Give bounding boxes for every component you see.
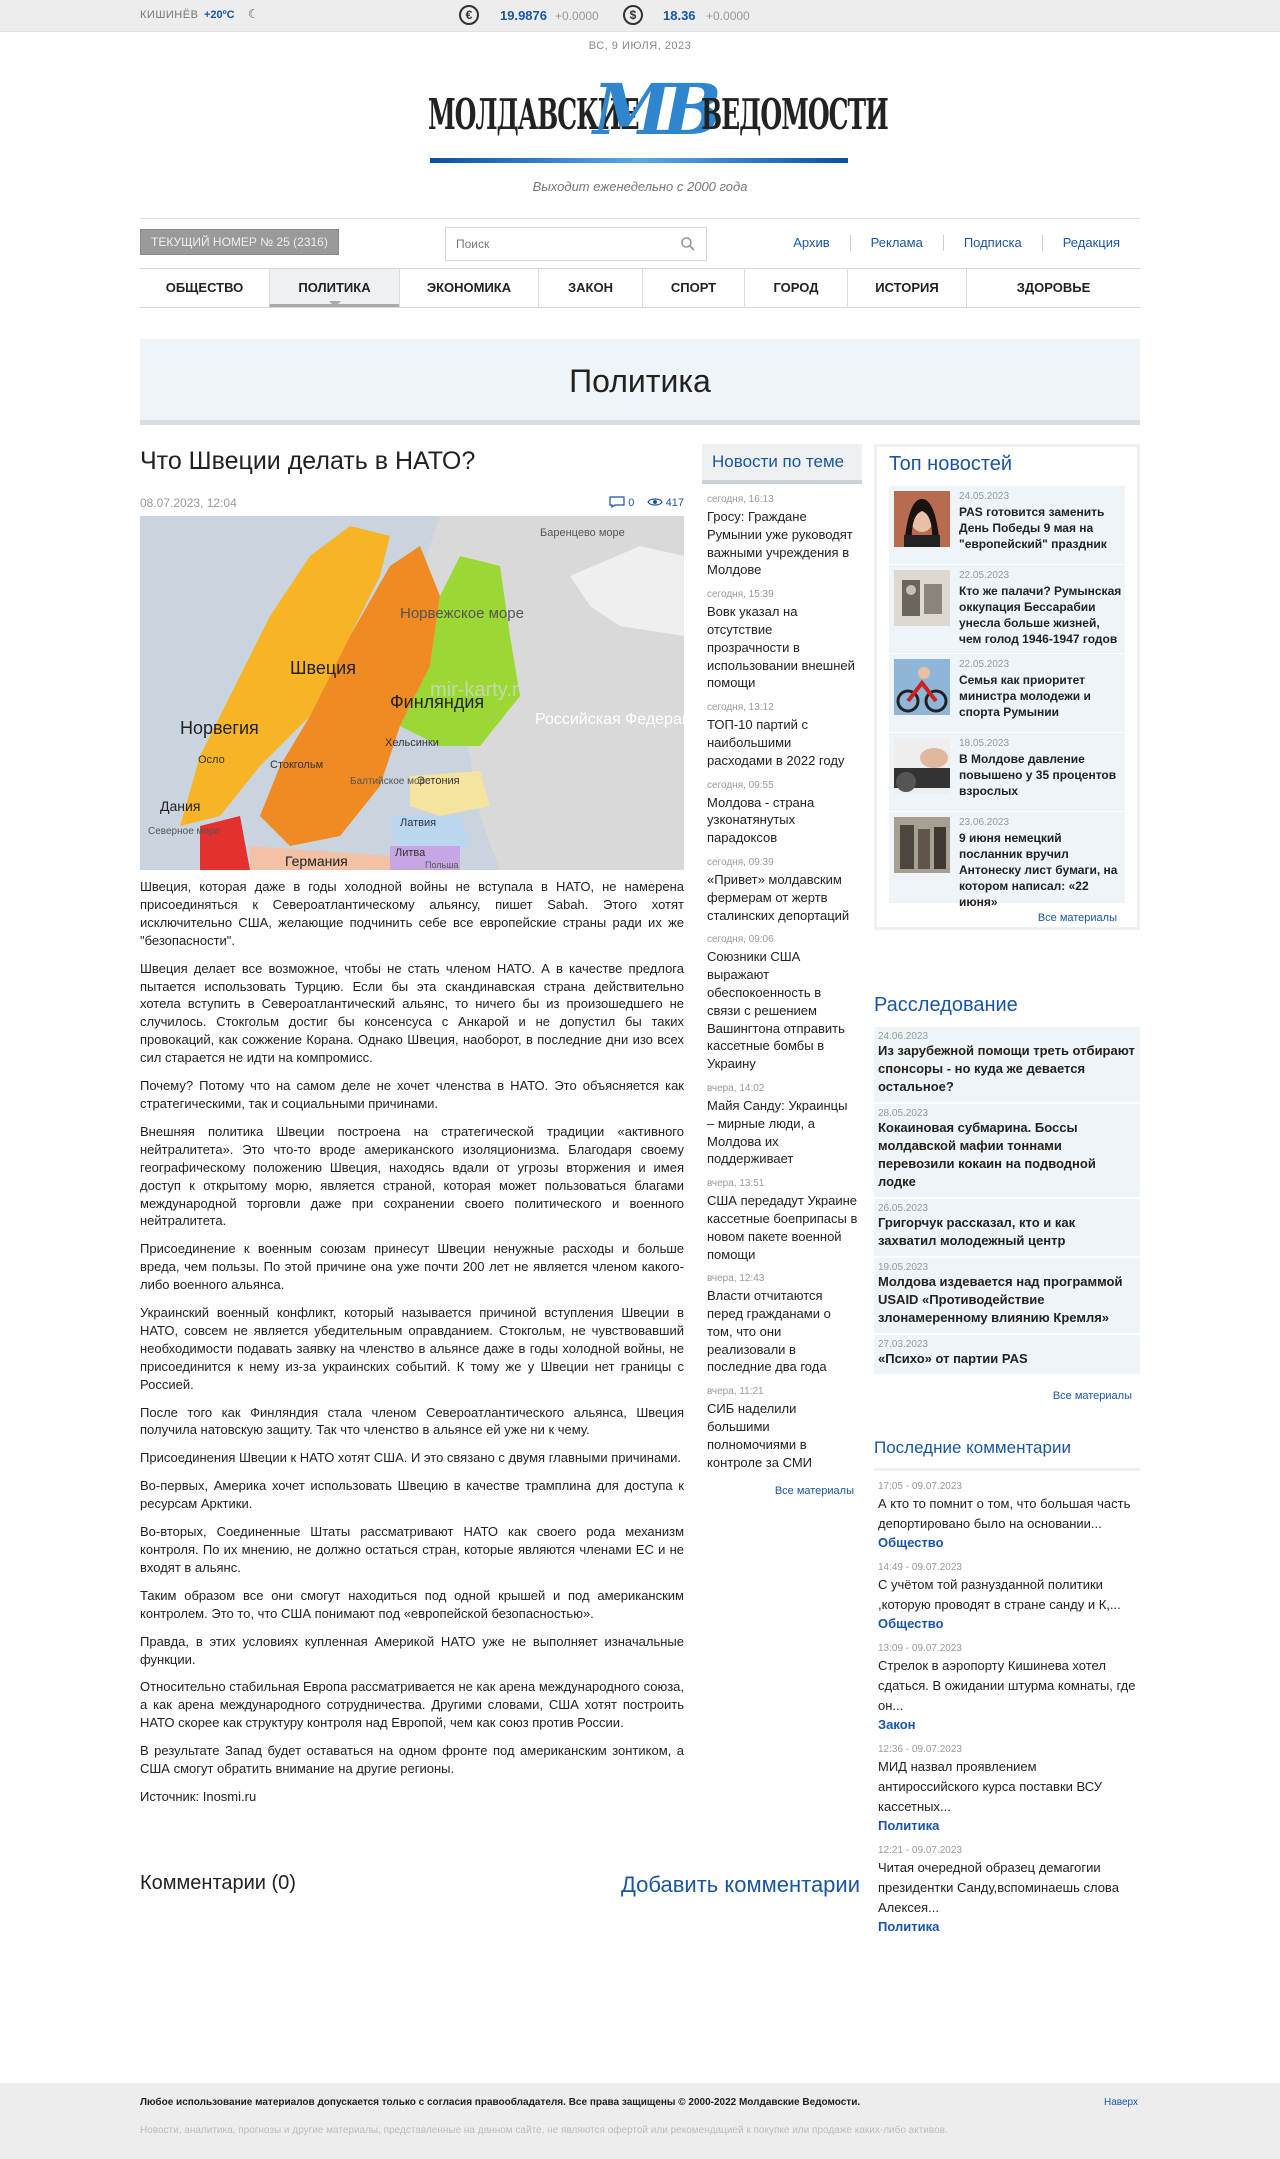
article-paragraph: Во-вторых, Соединенные Штаты рассматривают НАТО как своего рода механизм контроля. По их мнению, не должно остаться стран, которые являются членами ЕС и не входят в альянс. [140,1524,684,1575]
map-label-stockholm: Стокгольм [270,759,324,771]
article-paragraph: Присоединение к военным союзам принесут Швеции ненужные расходы и больше вреда, чем пользы. По этой причине она уже почти 200 лет не является членом какого-либо военного альянса. [140,1241,684,1293]
map-label-barents: Баренцево море [540,527,625,539]
comments-title: Комментарии (0) [140,1872,296,1894]
footer [0,2083,1280,2159]
article [140,444,709,1804]
related-item[interactable]: вчера, 13:51 США передадут Украине кассетные боеприпасы в новом пакете военной помощи [707,1178,858,1262]
article-paragraph: После того как Финляндия стала членом Североатлантического альянса, Швеция получила натовскую защиту. Так что членство в альянсе ей уже ни к чему. [140,1404,684,1438]
top-news-item[interactable]: 22.05.2023 Семья как приоритет министра молодежи и спорта Румынии [889,654,1125,733]
map-label-sweden: Швеция [290,658,356,678]
thumbnail-woman [894,491,950,547]
main-menu [140,268,1140,308]
investigation-item[interactable]: 28.05.2023 Кокаиновая субмарина. Боссы молдавской мафии тоннами перевозили кокаин на подводной лодке [874,1104,1140,1199]
map-label-helsinki: Хельсинки [385,737,439,749]
article-paragraph: Швеция, которая даже в годы холодной войны не вступала в НАТО, не намерена присоединяться к Североатлантическому альянсу, пишет Sabah. Этого хотят исключительно США, желающие подчинить себе все европейские страны ради их же "безопасности". [140,879,684,948]
map-label-finland: Финляндия [390,692,485,712]
logo-right-text: ВЕДОМОСТИ [701,90,888,140]
section-title: Политика [140,339,1140,425]
back-to-top-link[interactable]: Наверх [1104,2097,1138,2108]
footer-copyright: Любое использование материалов допускается только с согласия правообладателя. Все права защищены © 2000-2022 Молдавские Ведомости. [140,2097,861,2108]
investigation-block [874,994,1140,1402]
dollar-icon: $ [623,5,643,25]
top-news-item[interactable]: 18.05.2023 В Молдове давление повышено у 35 процентов взрослых [889,733,1125,812]
comment-category-link[interactable]: Общество [878,1535,944,1550]
related-item[interactable]: вчера, 14:02 Майя Санду: Украинцы – мирные люди, а Молдова их поддерживает [707,1082,848,1167]
link-ads[interactable]: Реклама [850,235,943,251]
scandinavia-map [140,516,709,870]
usd-rate: 18.36 [663,8,696,23]
article-date: 08.07.2023, 12:04 [140,496,237,510]
investigation-item[interactable]: 24.06.2023 Из зарубежной помощи треть отбирают спонсоры - но куда же девается остальное? [874,1027,1140,1104]
comment-item: 17:05 - 09.07.2023 А кто то помнит о том, что большая часть депортировано было на основании... Общество [878,1481,1131,1550]
article-paragraph: Во-первых, Америка хочет использовать Швецию в качестве трамплина для доступа к ресурсам Арктики. [140,1478,684,1512]
map-label-lithuania: Литва [395,847,426,859]
investigation-item[interactable]: 26.05.2023 Григорчук рассказал, кто и как захватил молодежный центр [874,1199,1140,1258]
related-all-link[interactable]: Все материалы [774,1485,854,1498]
investigation-item[interactable]: 27.03.2023 «Психо» от партии PAS [874,1335,1140,1376]
search-input[interactable] [446,228,666,260]
article-source: Источник: Inosmi.ru [140,1788,257,1804]
article-paragraph: Присоединения Швеции к НАТО хотят США. И это связано с двумя главными причинами. [140,1450,681,1466]
search-box [445,227,707,261]
top-news-heading: Топ новостей [889,453,1013,475]
map-label-baltic: Балтийское море [350,776,431,787]
thumbnail-historical-photo [894,817,950,873]
menu-law[interactable]: ЗАКОН [538,269,642,307]
investigation-heading: Расследование [874,994,1018,1016]
link-editorial[interactable]: Редакция [1042,235,1140,251]
article-paragraph: Внешняя политика Швеции построена на стратегической традиции «активного нейтралитета». Это что-то вроде американского изоляционизма. Благодаря своему географическому положению Швеция, находясь вдали от угрозы вторжения и имея доступ к открытому морю, является страной, которая может пользоваться благами международной торговли даже при сохранении своего политического и военного нейтралитета. [140,1123,684,1229]
top-news-item[interactable]: 22.05.2023 Кто же палачи? Румынская оккупация Бессарабии унесла больше жизней, чем голод 1946-1947 годов [889,565,1125,654]
top-links [773,235,1140,251]
map-label-norway: Норвегия [180,718,259,738]
related-item[interactable]: вчера, 12:43 Власти отчитаются перед гражданами о том, что они реализовали в последние два года [707,1273,831,1375]
link-archive[interactable]: Архив [793,235,830,250]
footer-disclaimer: Новости, аналитика, прогнозы и другие материалы, представленные на данном сайте, не являются офертой или рекомендацией к покупке или продаже каких-либо активов. [140,2125,948,2136]
top-news-item[interactable]: 24.05.2023 PAS готовится заменить День Победы 9 мая на "европейский" праздник [889,486,1125,565]
comment-category-link[interactable]: Закон [878,1717,916,1732]
map-label-north-sea: Северное море [148,826,221,837]
related-item[interactable]: вчера, 11:21 СИБ наделили большими полномочиями в контроле за СМИ [707,1386,813,1470]
article-map-image [140,516,709,870]
menu-health[interactable]: ЗДОРОВЬЕ [966,269,1140,307]
eur-delta: +0.0000 [555,9,599,23]
comment-icon[interactable] [609,496,625,508]
comment-item: 12:36 - 09.07.2023 МИД назвал проявлением антироссийского курса поставки ВСУ кассетных... Политика [878,1744,1102,1833]
related-item[interactable]: сегодня, 09:39 «Привет» молдавским фермерам от жертв сталинских депортаций [707,856,850,923]
eur-rate: 19.9876 [500,8,547,23]
top-bar [0,0,1280,32]
euro-icon: € [459,5,479,25]
menu-sport[interactable]: СПОРТ [642,269,744,307]
thumbnail-archive-photo [894,570,950,626]
menu-city[interactable]: ГОРОД [744,269,847,307]
comment-category-link[interactable]: Политика [878,1818,940,1833]
menu-economy[interactable]: ЭКОНОМИКА [399,269,538,307]
article-paragraph: Украинский военный конфликт, который называется причиной вступления Швеции в НАТО, совсем не является убедительным оправданием. Стокгольм, не чувствовавший необходимости подавать заявку на членство в альянсе даже в годы холодной войны, не присоединится к нему из-за украинских событий. К тому же у Швеции нет границы с Россией. [140,1305,684,1392]
related-item[interactable]: сегодня, 16:13 Гросу: Граждане Румынии уже руководят важными учреждения в Молдове [707,494,853,578]
related-item[interactable]: сегодня, 09:55 Молдова - страна узконатянутых парадоксов [707,779,815,846]
comment-item: 12:21 - 09.07.2023 Читая очередной образец демагогии президентки Санду,вспоминаешь слова Алексея... Политика [878,1845,1119,1934]
related-item[interactable]: сегодня, 13:12 ТОП-10 партий с наибольшими расходами в 2022 году [707,702,845,768]
map-label-norwegian: Норвежское море [400,605,524,622]
related-news-heading: Новости по теме [702,444,862,484]
map-label-latvia: Латвия [400,817,437,829]
article-title: Что Швеции делать в НАТО? [140,447,476,475]
related-item[interactable]: сегодня, 09:06 Союзники США выражают обеспокоенность в связи с решением Вашингтона отправить кассетные бомбы в Украину [707,934,845,1072]
investigation-all-link[interactable]: Все материалы [1052,1390,1132,1402]
comment-category-link[interactable]: Политика [878,1919,940,1934]
current-issue-button[interactable]: ТЕКУЩИЙ НОМЕР № 25 (2316) [140,229,339,255]
search-icon[interactable] [680,236,696,252]
menu-society[interactable]: ОБЩЕСТВО [165,280,244,295]
map-label-denmark: Дания [160,798,201,814]
map-label-poland: Польша [425,860,459,870]
article-paragraph: Таким образом все они смогут находиться под одной крышей и под американским контролем. Это то, что США понимают под «европейской безопасностью». [140,1587,684,1621]
article-paragraph: В результате Запад будет оставаться на одном фронте под американским зонтиком, а США смогут обратить внимание на другие регионы. [140,1743,684,1777]
article-body [140,878,684,1816]
thumbnail-blood-pressure [894,738,950,794]
investigation-item[interactable]: 19.05.2023 Молдова издевается над программой USAID «Противодействие злонамеренному влиянию Кремля» [874,1258,1140,1335]
article-paragraph: Почему? Потому что на самом деле не хочет членства в НАТО. Это объясняется как стратегическими, так и социальными причинами. [140,1078,684,1111]
views-count: 417 [665,497,684,509]
top-news-all-link[interactable]: Все материалы [1037,912,1117,924]
thumbnail-cyclist [894,659,950,715]
add-comment-button[interactable]: Добавить комментарии [621,1872,860,1897]
comment-category-link[interactable]: Общество [878,1616,944,1631]
article-meta [140,496,684,510]
comment-item: 14:49 - 09.07.2023 С учётом той разнузданной политики ,которую проводят в стране санду и К,... Общество [878,1562,1121,1631]
site-logo[interactable] [428,60,888,166]
menu-history[interactable]: ИСТОРИЯ [847,269,966,307]
top-news-item[interactable]: 23.06.2023 9 июня немецкий посланник вручил Антонеску лист бумаги, на котором написал: «22 июня» [889,812,1125,904]
map-watermark: mir-karty.ru [430,679,530,701]
link-subscribe[interactable]: Подписка [943,235,1042,251]
map-label-russia: Российская Федерация [535,711,709,728]
map-label-germany: Германия [285,853,348,869]
top-news [874,444,1140,930]
tagline: Выходит еженедельно с 2000 года [532,179,748,194]
comments-count[interactable]: 0 [628,497,635,509]
current-date: ВС, 9 ИЮЛЯ, 2023 [588,40,692,52]
eye-icon [647,497,663,507]
article-paragraph: Правда, в этих условиях купленная Америкой НАТО уже не выполняет изначальные функции. [140,1633,684,1667]
weather-temp: +20ºC [204,9,235,21]
related-item[interactable]: сегодня, 15:39 Вовк указал на отсутствие прозрачности в использовании внешней помощи [707,589,855,691]
logo-left-text: МОЛДАВСКИЕ [428,90,639,140]
last-comments [874,1438,1140,1936]
utility-nav [140,218,1140,266]
moon-icon: ☾ [248,7,259,21]
comment-item: 13:09 - 09.07.2023 Стрелок в аэропорту Кишинева хотел сдаться. В ожидании штурма комнаты, где он... Закон [878,1643,1136,1732]
map-label-oslo: Осло [198,754,225,766]
article-counters [609,496,684,509]
article-paragraph: Относительно стабильная Европа рассматривается не как арена международного союза, а как арена международного сотрудничества. Другими словами, США хотят построить НАТО скорее как структуру контроля над Европой, чем как союз против России. [140,1679,684,1731]
usd-delta: +0.0000 [706,9,750,23]
logo-underline [430,158,848,163]
last-comments-heading: Последние комментарии [874,1438,1140,1471]
logo-mb: МВ [593,68,714,151]
related-news [702,444,862,1497]
comments-header [140,1872,860,1902]
menu-politics[interactable]: ПОЛИТИКА [269,269,399,307]
map-label-estonia: Эстония [417,775,460,787]
weather-city: КИШИНЁВ [140,9,199,21]
article-paragraph: Швеция делает все возможное, чтобы не стать членом НАТО. А в качестве предлога пытается использовать Турцию. Если бы эта скандинавская страна действительно хотела вступить в Североатлантический альянс, то ничего бы из произошедшего не случилось. Стокгольм достиг бы консенсуса с Анкарой и не допустил бы таких провокаций, как сожжение Корана. Однако Швеция, наоборот, в последние дни изо всех сил старается не идти на компромисс. [140,960,684,1066]
